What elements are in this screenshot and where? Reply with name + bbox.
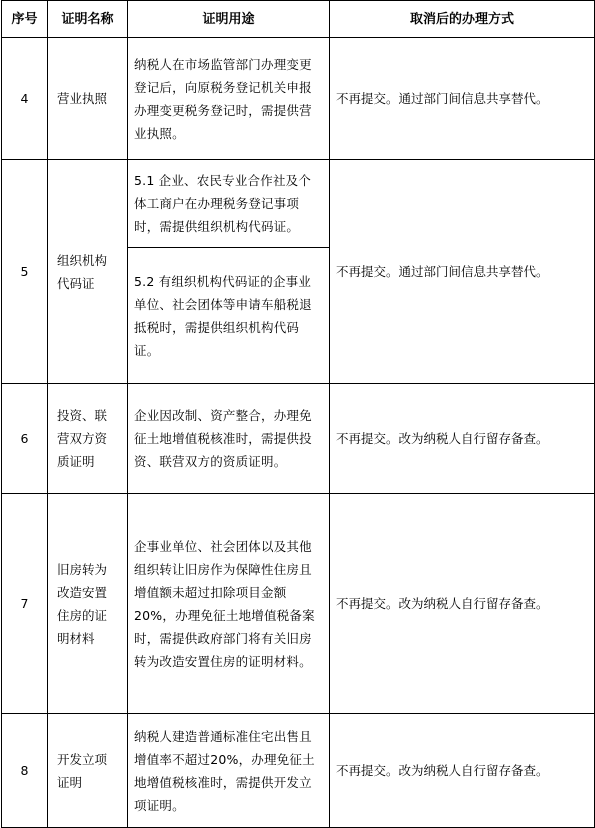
row-name: 投资、联营双方资质证明	[48, 384, 128, 494]
row-method: 不再提交。通过部门间信息共享替代。	[330, 38, 595, 160]
header-seq: 序号	[2, 1, 48, 38]
row-method: 不再提交。改为纳税人自行留存备查。	[330, 384, 595, 494]
row-name: 组织机构代码证	[48, 160, 128, 384]
row-seq: 5	[2, 160, 48, 384]
row-seq: 4	[2, 38, 48, 160]
row-name: 旧房转为改造安置住房的证明材料	[48, 494, 128, 714]
row-purpose: 企事业单位、社会团体以及其他组织转让旧房作为保障性住房且增值额未超过扣除项目金额20%，办理免征土地增值税备案时，需提供政府部门将有关旧房转为改造安置住房的证明材料。	[128, 494, 330, 714]
row-name: 营业执照	[48, 38, 128, 160]
row-name: 开发立项证明	[48, 714, 128, 828]
row-seq: 8	[2, 714, 48, 828]
table-row	[2, 160, 595, 248]
header-method: 取消后的办理方式	[330, 1, 595, 38]
row-seq: 7	[2, 494, 48, 714]
row-purpose-sub-1: 5.1 企业、农民专业合作社及个体工商户在办理税务登记事项时，需提供组织机构代码证。	[128, 160, 330, 248]
table-row	[2, 38, 595, 160]
row-purpose: 纳税人建造普通标准住宅出售且增值率不超过20%，办理免征土地增值税核准时，需提供开发立项证明。	[128, 714, 330, 828]
row-method: 不再提交。改为纳税人自行留存备查。	[330, 494, 595, 714]
row-seq: 6	[2, 384, 48, 494]
row-purpose: 企业因改制、资产整合，办理免征土地增值税核准时，需提供投资、联营双方的资质证明。	[128, 384, 330, 494]
row-purpose-sub-2: 5.2 有组织机构代码证的企事业单位、社会团体等申请车船税退抵税时，需提供组织机构代码证。	[128, 248, 330, 384]
row-method: 不再提交。通过部门间信息共享替代。	[330, 160, 595, 384]
table-row	[2, 494, 595, 714]
header-name: 证明名称	[48, 1, 128, 38]
certificate-table	[1, 0, 595, 828]
table-header-row	[2, 1, 595, 38]
table-row	[2, 384, 595, 494]
row-method: 不再提交。改为纳税人自行留存备查。	[330, 714, 595, 828]
table-row	[2, 714, 595, 828]
header-purpose: 证明用途	[128, 1, 330, 38]
row-purpose: 纳税人在市场监管部门办理变更登记后，向原税务登记机关申报办理变更税务登记时，需提供营业执照。	[128, 38, 330, 160]
